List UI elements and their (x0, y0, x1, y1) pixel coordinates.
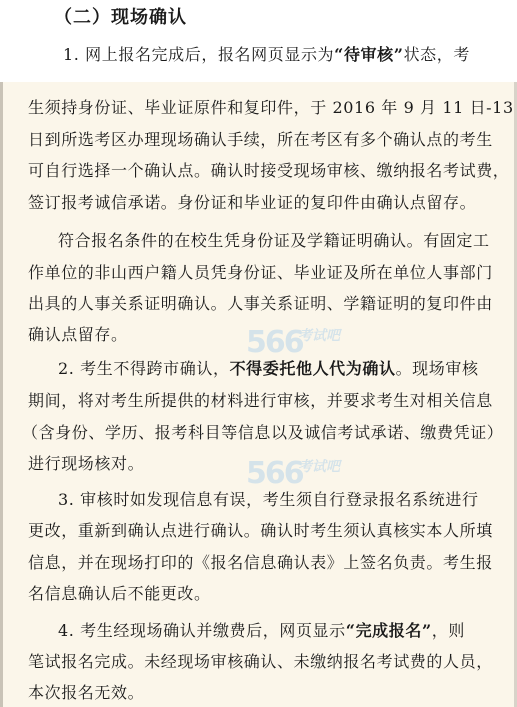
p3-line1-text: 2. 考生不得跨市确认， (58, 359, 230, 378)
paragraph-2-line-3: 出具的人事关系证明确认。人事关系证明、学籍证明的复印件由 (28, 294, 493, 313)
paragraph-1-line-3: 日到所选考区办理现场确认手续，所在考区有多个确认点的考生 (28, 130, 493, 149)
watermark-digits: 566 (246, 325, 303, 360)
paragraph-4-line-1: 3. 审核时如发现信息有误，考生须自行登录报名系统进行 (58, 490, 479, 509)
paragraph-1-line-1 (63, 45, 470, 65)
paragraph-4-line-2: 更改，重新到确认点进行确认。确认时考生须认真核实本人所填 (28, 521, 493, 540)
paragraph-1-line-4: 可自行选择一个确认点。确认时接受现场审核、缴纳报名考试费， (28, 161, 510, 180)
watermark-text-2: 考试吧 (298, 459, 340, 475)
scan-edge-left (0, 82, 3, 707)
p3-line1-tail: 。现场审核 (395, 359, 479, 378)
p5-line1-tail: ，则 (431, 621, 465, 640)
watermark-text: 考试吧 (298, 328, 340, 344)
p5-line1-text: 4. 考生经现场确认并缴费后，网页显示 (58, 621, 346, 640)
paragraph-1-line-2: 生须持身份证、毕业证原件和复印件，于 2016 年 9 月 11 日-13 (28, 98, 514, 117)
paragraph-5-line-1 (58, 621, 465, 641)
paragraph-3-line-4: 进行现场核对。 (28, 454, 145, 473)
paragraph-2-line-1: 符合报名条件的在校生凭身份证及学籍证明确认。有固定工 (58, 231, 490, 250)
watermark-logo-2 (246, 454, 356, 494)
paragraph-2-line-4: 确认点留存。 (28, 325, 128, 344)
section-title: （二）现场确认 (54, 7, 187, 28)
paragraph-4-line-4: 名信息确认后不能更改。 (28, 584, 211, 603)
paragraph-3-line-3: （含身份、学历、报考科目等信息以及诚信考试承诺、缴费凭证） (22, 423, 504, 442)
no-proxy-confirmation: 不得委托他人代为确认 (229, 359, 396, 378)
paragraph-3-line-2: 期间，将对考生所提供的材料进行审核，并要求考生对相关信息 (28, 391, 493, 410)
p1-line1-tail: 状态，考 (403, 45, 470, 64)
status-registration-complete: “完成报名” (345, 621, 432, 640)
paragraph-1-line-5: 签订报考诚信承诺。身份证和毕业证的复印件由确认点留存。 (28, 193, 477, 212)
paragraph-4-line-3: 信息，并在现场打印的《报名信息确认表》上签名负责。考生报 (28, 553, 493, 572)
watermark-digits-2: 566 (246, 456, 303, 491)
paragraph-2-line-2: 作单位的非山西户籍人员凭身份证、毕业证及所在单位人事部门 (28, 263, 493, 282)
paragraph-3-line-1 (58, 359, 479, 379)
watermark-logo (246, 323, 356, 363)
paragraph-5-line-2: 笔试报名完成。未经现场审核确认、未缴纳报名考试费的人员， (28, 652, 493, 671)
status-pending-review: “待审核” (334, 45, 404, 64)
p1-line1-text: 1. 网上报名完成后，报名网页显示为 (63, 45, 335, 64)
paragraph-5-line-3: 本次报名无效。 (28, 683, 145, 702)
